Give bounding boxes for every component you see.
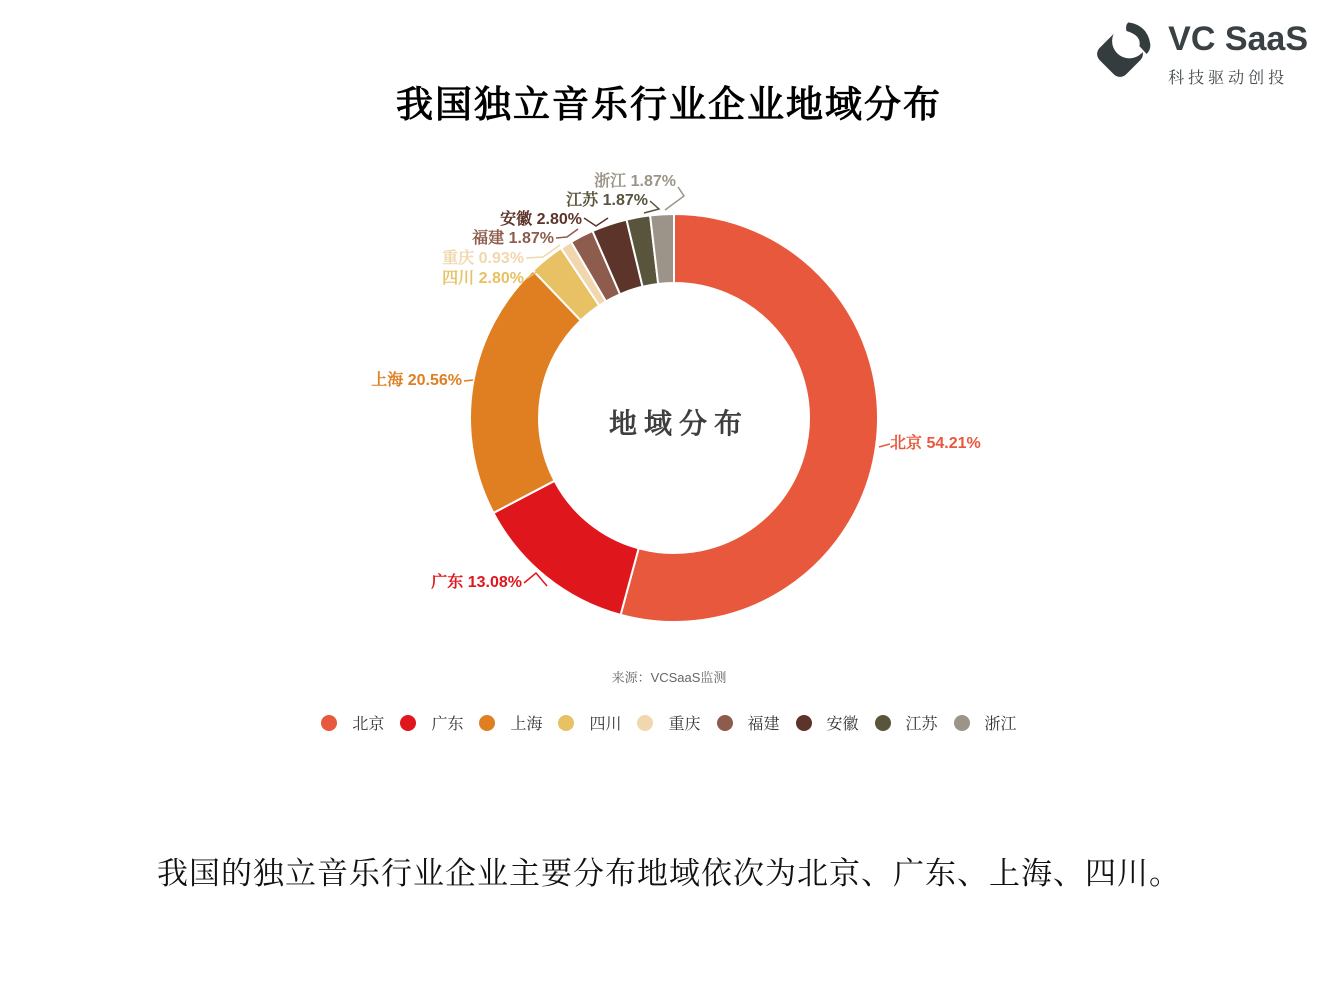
legend-dot [796, 715, 812, 731]
legend-label: 重庆 [668, 716, 701, 733]
legend-item-2[interactable] [400, 711, 463, 734]
slice-label-2: 广东 13.08% [431, 574, 522, 591]
legend-label: 广东 [431, 716, 464, 733]
slice-label-1: 北京 54.21% [890, 435, 981, 452]
legend-dot [875, 715, 891, 731]
legend-label: 江苏 [905, 716, 938, 733]
summary-text: 我国的独立音乐行业企业主要分布地域依次为北京、广东、上海、四川。 [157, 856, 1181, 891]
legend-dot [954, 715, 970, 731]
legend [0, 711, 1338, 734]
legend-item-6[interactable] [717, 711, 780, 734]
legend-label: 安徽 [826, 716, 859, 733]
donut-slice-3[interactable] [470, 271, 581, 513]
legend-dot [479, 715, 495, 731]
legend-dot [400, 715, 416, 731]
legend-label: 浙江 [984, 716, 1017, 733]
leader-line-3 [464, 380, 473, 381]
slice-label-4: 四川 2.80% [442, 270, 524, 287]
slice-label-7: 安徽 2.80% [500, 211, 582, 228]
page-title: 我国独立音乐行业企业地域分布 [396, 84, 942, 125]
legend-item-7[interactable] [796, 711, 859, 734]
source-note: 来源：VCSaaS监测 [611, 670, 727, 685]
slice-label-8: 江苏 1.87% [566, 192, 648, 209]
legend-label: 四川 [589, 716, 622, 733]
slice-label-9: 浙江 1.87% [594, 173, 676, 190]
legend-item-4[interactable] [558, 711, 621, 734]
legend-dot [321, 715, 337, 731]
legend-item-9[interactable] [954, 711, 1017, 734]
legend-item-3[interactable] [479, 711, 542, 734]
chart-center-label: 地域分布 [608, 408, 750, 439]
legend-item-8[interactable] [875, 711, 938, 734]
logo-brand: VC SaaS [1168, 20, 1308, 58]
slice-label-5: 重庆 0.93% [442, 250, 524, 267]
legend-dot [637, 715, 653, 731]
legend-dot [717, 715, 733, 731]
legend-dot [558, 715, 574, 731]
legend-item-1[interactable] [321, 711, 384, 734]
legend-label: 福建 [747, 716, 780, 733]
legend-item-5[interactable] [637, 711, 700, 734]
leader-line-7 [584, 218, 608, 226]
leader-line-6 [556, 229, 578, 238]
legend-label: 北京 [352, 716, 385, 733]
logo-tagline: 科技驱动创投 [1168, 69, 1289, 87]
leader-line-1 [879, 444, 890, 447]
slice-label-6: 福建 1.87% [472, 230, 554, 247]
slice-label-3: 上海 20.56% [371, 372, 462, 389]
legend-label: 上海 [510, 716, 543, 733]
